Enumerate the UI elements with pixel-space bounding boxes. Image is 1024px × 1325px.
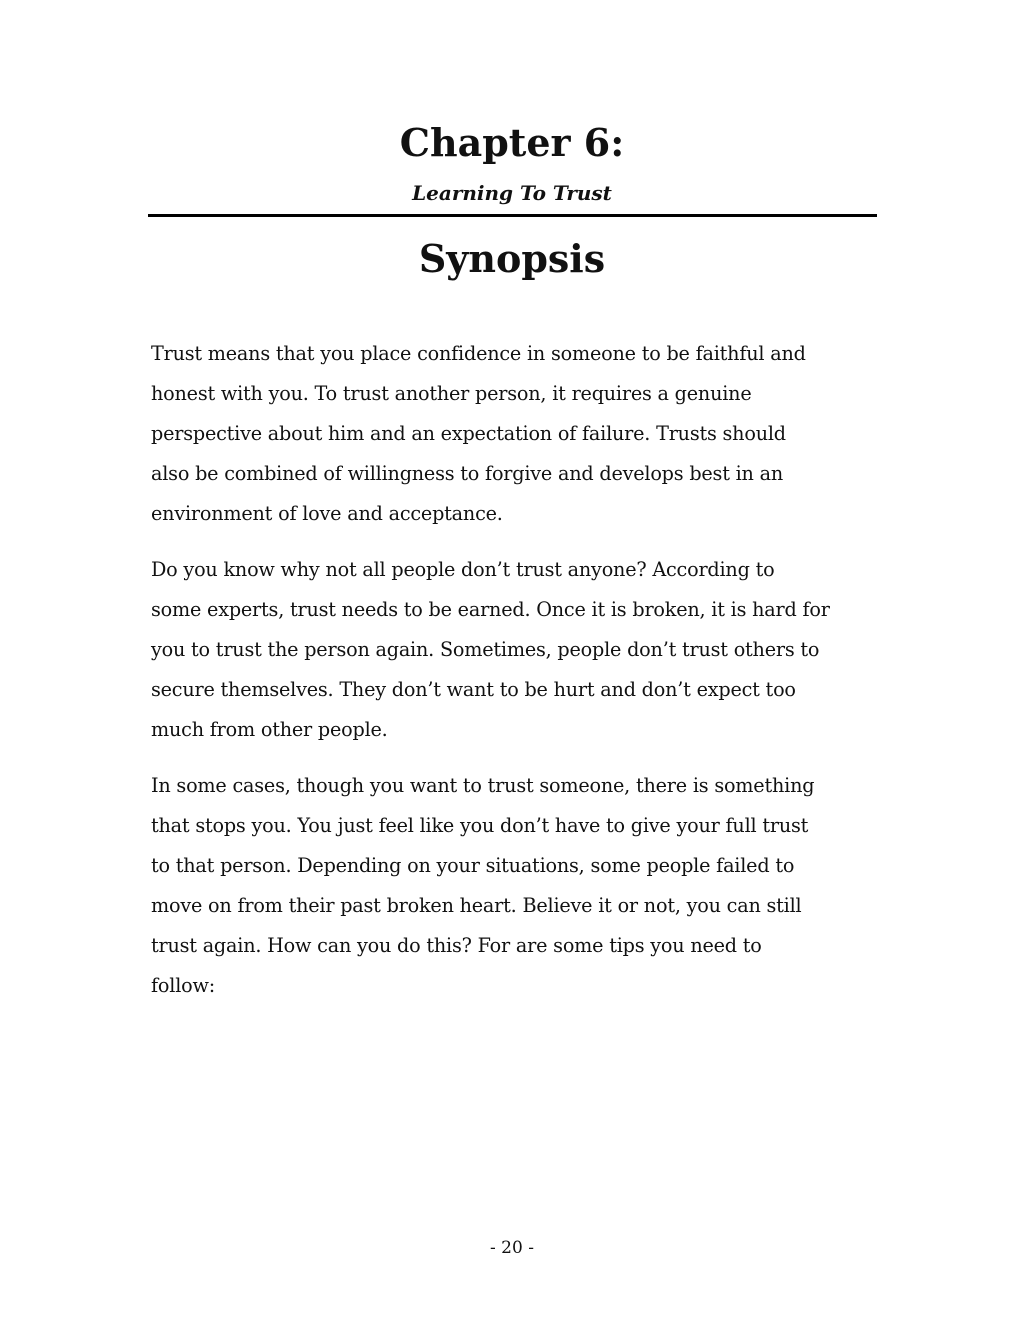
paragraph: [151, 766, 879, 1006]
text-line: honest with you. To trust another person, it requires a genuine: [151, 382, 752, 405]
page-number: - 20 -: [490, 1238, 534, 1258]
text-line: much from other people.: [151, 718, 388, 741]
body-text: [151, 334, 879, 1022]
text-line: perspective about him and an expectation of failure. Trusts should: [151, 422, 786, 445]
paragraph: [151, 334, 879, 534]
text-line: also be combined of willingness to forgive and develops best in an: [151, 462, 783, 485]
text-line: trust again. How can you do this? For are some tips you need to: [151, 934, 762, 957]
text-line: secure themselves. They don’t want to be hurt and don’t expect too: [151, 678, 796, 701]
chapter-title: Chapter 6:: [399, 120, 625, 165]
text-line: to that person. Depending on your situations, some people failed to: [151, 854, 795, 877]
paragraph: [151, 550, 879, 750]
text-line: follow:: [151, 974, 215, 997]
text-line: environment of love and acceptance.: [151, 502, 503, 525]
chapter-subtitle: Learning To Trust: [412, 181, 612, 205]
text-line: In some cases, though you want to trust someone, there is something: [151, 774, 815, 797]
title-divider: [148, 214, 877, 217]
text-line: Do you know why not all people don’t trust anyone? According to: [151, 558, 775, 581]
text-line: some experts, trust needs to be earned. Once it is broken, it is hard for: [151, 598, 830, 621]
text-line: Trust means that you place confidence in someone to be faithful and: [151, 342, 806, 365]
text-line: move on from their past broken heart. Believe it or not, you can still: [151, 894, 802, 917]
section-title: Synopsis: [418, 236, 606, 281]
text-line: that stops you. You just feel like you don’t have to give your full trust: [151, 814, 809, 837]
text-line: you to trust the person again. Sometimes, people don’t trust others to: [151, 638, 820, 661]
